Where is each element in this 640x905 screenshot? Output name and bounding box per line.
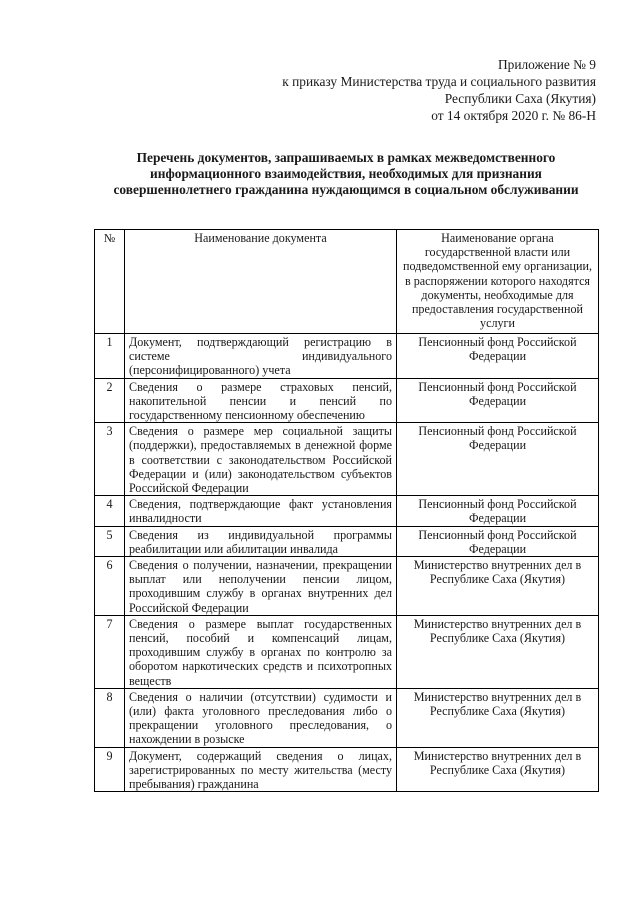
row-document-name: Сведения о размере страховых пенсий, накопительной пенсии и пенсий по государственному пенсионному обеспечению bbox=[125, 378, 397, 423]
header-document-name: Наименование документа bbox=[125, 230, 397, 334]
row-document-name: Сведения о получении, назначении, прекращении выплат или неполучении пенсии лицом, проходившим службу в органах внутренних дел Российской Федерации bbox=[125, 557, 397, 616]
document-title: Перечень документов, запрашиваемых в рамках межведомственного информационного взаимодействия, необходимых для признания совершеннолетнего гражданина нуждающимся в социальном обслуживании bbox=[113, 150, 579, 197]
appendix-order-ref: к приказу Министерства труда и социального развития bbox=[282, 74, 596, 89]
row-number: 8 bbox=[95, 688, 125, 747]
appendix-block bbox=[176, 56, 596, 124]
row-authority: Пенсионный фонд Российской Федерации bbox=[397, 334, 599, 379]
row-document-name: Документ, содержащий сведения о лицах, зарегистрированных по месту жительства (месту пребывания) гражданина bbox=[125, 747, 397, 792]
header-number: № bbox=[95, 230, 125, 334]
table-header-row bbox=[95, 230, 599, 334]
row-authority: Министерство внутренних дел в Республике Саха (Якутия) bbox=[397, 747, 599, 792]
row-document-name: Сведения о наличии (отсутствии) судимости и (или) факта уголовного преследования либо о прекращении уголовного преследования, о нахождении в розыске bbox=[125, 688, 397, 747]
row-authority: Пенсионный фонд Российской Федерации bbox=[397, 496, 599, 526]
table-row bbox=[95, 615, 599, 688]
row-authority: Пенсионный фонд Российской Федерации bbox=[397, 526, 599, 556]
row-number: 5 bbox=[95, 526, 125, 556]
row-authority: Министерство внутренних дел в Республике Саха (Якутия) bbox=[397, 688, 599, 747]
row-document-name: Сведения о размере мер социальной защиты (поддержки), предоставляемых в денежной форме в соответствии с законодательством Российской Федерации и (или) законодательством субъектов Российской Федерации bbox=[125, 423, 397, 496]
row-document-name: Сведения из индивидуальной программы реабилитации или абилитации инвалида bbox=[125, 526, 397, 556]
table-row bbox=[95, 688, 599, 747]
row-number: 9 bbox=[95, 747, 125, 792]
row-number: 3 bbox=[95, 423, 125, 496]
row-number: 1 bbox=[95, 334, 125, 379]
appendix-date: от 14 октября 2020 г. № 86-Н bbox=[431, 108, 596, 123]
table-row bbox=[95, 334, 599, 379]
row-document-name: Документ, подтверждающий регистрацию в системе индивидуального (персонифицированного) учета bbox=[125, 334, 397, 379]
row-number: 6 bbox=[95, 557, 125, 616]
table-row bbox=[95, 378, 599, 423]
table-row bbox=[95, 526, 599, 556]
row-authority: Министерство внутренних дел в Республике Саха (Якутия) bbox=[397, 615, 599, 688]
table-row bbox=[95, 747, 599, 792]
row-number: 4 bbox=[95, 496, 125, 526]
table-row bbox=[95, 423, 599, 496]
appendix-region: Республики Саха (Якутия) bbox=[444, 91, 596, 106]
row-document-name: Сведения, подтверждающие факт установления инвалидности bbox=[125, 496, 397, 526]
row-authority: Пенсионный фонд Российской Федерации bbox=[397, 423, 599, 496]
row-document-name: Сведения о размере выплат государственных пенсий, пособий и компенсаций лицам, проходившим службу в органах по контролю за оборотом наркотических средств и психотропных веществ bbox=[125, 615, 397, 688]
header-authority: Наименование органа государственной власти или подведомственной ему организации, в распоряжении которого находятся документы, необходимые для предоставления государственной услуги bbox=[397, 230, 599, 334]
row-authority: Министерство внутренних дел в Республике Саха (Якутия) bbox=[397, 557, 599, 616]
table-row bbox=[95, 557, 599, 616]
row-authority: Пенсионный фонд Российской Федерации bbox=[397, 378, 599, 423]
table-row bbox=[95, 496, 599, 526]
row-number: 7 bbox=[95, 615, 125, 688]
appendix-number: Приложение № 9 bbox=[497, 57, 596, 72]
documents-table bbox=[94, 229, 599, 792]
row-number: 2 bbox=[95, 378, 125, 423]
